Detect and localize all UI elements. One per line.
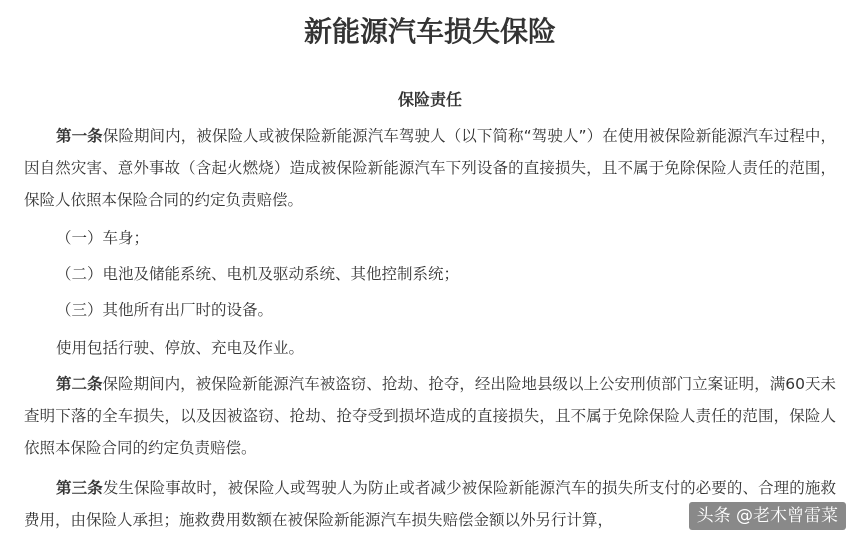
coverage-item-3: （三）其他所有出厂时的设备。 [56,301,274,319]
document-title: 新能源汽车损失保险 [303,15,556,48]
watermark-text: 头条 @老木曾雷菜 [696,506,838,526]
article-2-paragraph [24,368,836,464]
article-3-text: 发生保险事故时，被保险人或驾驶人为防止或者减少被保险新能源汽车的损失所支付的必要的、合理的施救费用，由保险人承担；施救费用数额在被保险新能源汽车损失赔偿金额以外另行计算， [24,479,836,529]
article-3-heading: 第三条 [56,479,103,497]
coverage-item-2: （二）电池及储能系统、电机及驱动系统、其他控制系统； [56,265,460,283]
article-1-heading: 第一条 [56,127,103,145]
article-1-text: 保险期间内，被保险人或被保险新能源汽车驾驶人（以下简称“驾驶人”）在使用被保险新能源汽车过程中，因自然灾害、意外事故（含起火燃烧）造成被保险新能源汽车下列设备的直接损失，且不属于免除保险人责任的范围，保险人依照本保险合同的约定负责赔偿。 [24,127,836,209]
article-2-heading: 第二条 [56,375,103,393]
watermark [689,502,846,530]
coverage-item-1: （一）车身； [56,229,150,247]
article-1-paragraph [24,120,836,216]
article-2-text: 保险期间内，被保险新能源汽车被盗窃、抢劫、抢夺，经出险地县级以上公安刑侦部门立案证明，满60天未查明下落的全车损失，以及因被盗窃、抢劫、抢夺受到损坏造成的直接损失，且不属于免除保险人责任的范围，保险人依照本保险合同的约定负责赔偿。 [24,375,836,457]
section-title: 保险责任 [397,90,462,109]
usage-note: 使用包括行驶、停放、充电及作业。 [56,339,305,357]
